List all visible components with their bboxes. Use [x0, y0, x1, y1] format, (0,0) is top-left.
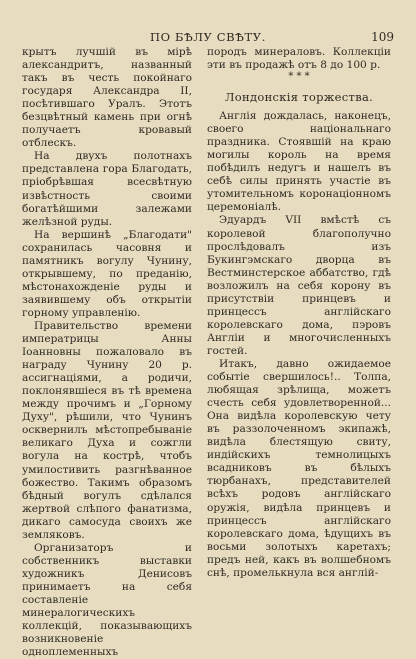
section-divider-stars: * * * — [288, 71, 310, 83]
section-title: Лондонскія торжества. — [224, 90, 374, 105]
paragraph: На вершинѣ „Благодати" сохранилась часовня и памятникъ вогулу Чунину, открывшему, по преданію, мѣстонахожденіе руды и заявившему объ открытіи горному управленію. — [22, 228, 192, 319]
paragraph: Правительство времени императрицы Анны Іоанновны пожаловало въ награду Чунину 20 р. ассигнаціями, а родичи, поклонявшіеся въ тѣ времена между прочимъ и „Горному Духу", рѣшили, что Чунинъ осквернилъ мѣстопребываніе великаго Духа и сожгли вогула на кострѣ, чтобъ умилостивить разгнѣванное божество. Такимъ образомъ бѣдный вогулъ сдѣлался жертвой слѣпого фанатизма, дикаго самосуда своихъ же земляковъ. — [22, 319, 192, 541]
paragraph: Итакъ, давно ожидаемое событіе свершилось!.. Толпа, любящая зрѣлища, можетъ счесть себя удовлетворенной... Она видѣла королевскую чету въ раззолоченномъ экипажѣ, видѣла блестящую свиту, индійскихъ темнолицыхъ всадниковъ въ бѣлыхъ тюрбанахъ, представителей всѣхъ родовъ англійскаго оружія, видѣла принцевъ и принцессъ англійскаго королевскаго дома, ѣдущихъ въ восьми золотыхъ каретахъ; предъ ней, какъ въ волшебномъ снѣ, промелькнула вся англій- — [207, 357, 391, 579]
running-head — [0, 30, 416, 46]
paragraph: На двухъ полотнахъ представлена гора Благодать, прiобрѣвшая всесвѣтную извѣстность своими богатѣйшими залежами желѣзной руды. — [22, 150, 192, 228]
paragraph: Эдуардъ VII вмѣстѣ съ королевой благополучно прослѣдовалъ изъ Букингэмскаго дворца въ Вестминстерское аббатство, гдѣ возложилъ на себя корону въ присутствіи принцевъ и принцессъ англійскаго королевскаго дома, пэровъ Англіи и многочисленныхъ гостей. — [207, 214, 391, 357]
paragraph: Организаторъ и собственникъ выставки художникъ Денисовъ принимаетъ на себя составленіе минералогическихъ коллекцій, показывающихъ возникновеніе одноплеменныхъ — [22, 541, 192, 659]
running-title: ПО БѢЛУ СВѢТУ. — [150, 30, 266, 44]
page-number: 109 — [371, 30, 394, 44]
paragraph: крытъ лучшій въ мірѣ александритъ, названный такъ въ честь покойнаго государя Александра II, посѣтившаго Уралъ. Этотъ безцвѣтный камень при огнѣ получаетъ кровавый отблескъ. — [22, 46, 192, 150]
right-column — [207, 46, 391, 580]
paragraph: породъ минераловъ. Коллекціи эти въ продажѣ отъ 8 до 100 р. — [207, 46, 391, 72]
paragraph: Англія дождалась, наконецъ, своего національнаго праздника. Стоявшій на краю могилы король на время побѣдилъ недугъ и нашелъ въ себѣ силы принять участіе въ утомительномъ коронаціонномъ церемоніалѣ. — [207, 110, 391, 214]
left-column — [22, 46, 192, 659]
